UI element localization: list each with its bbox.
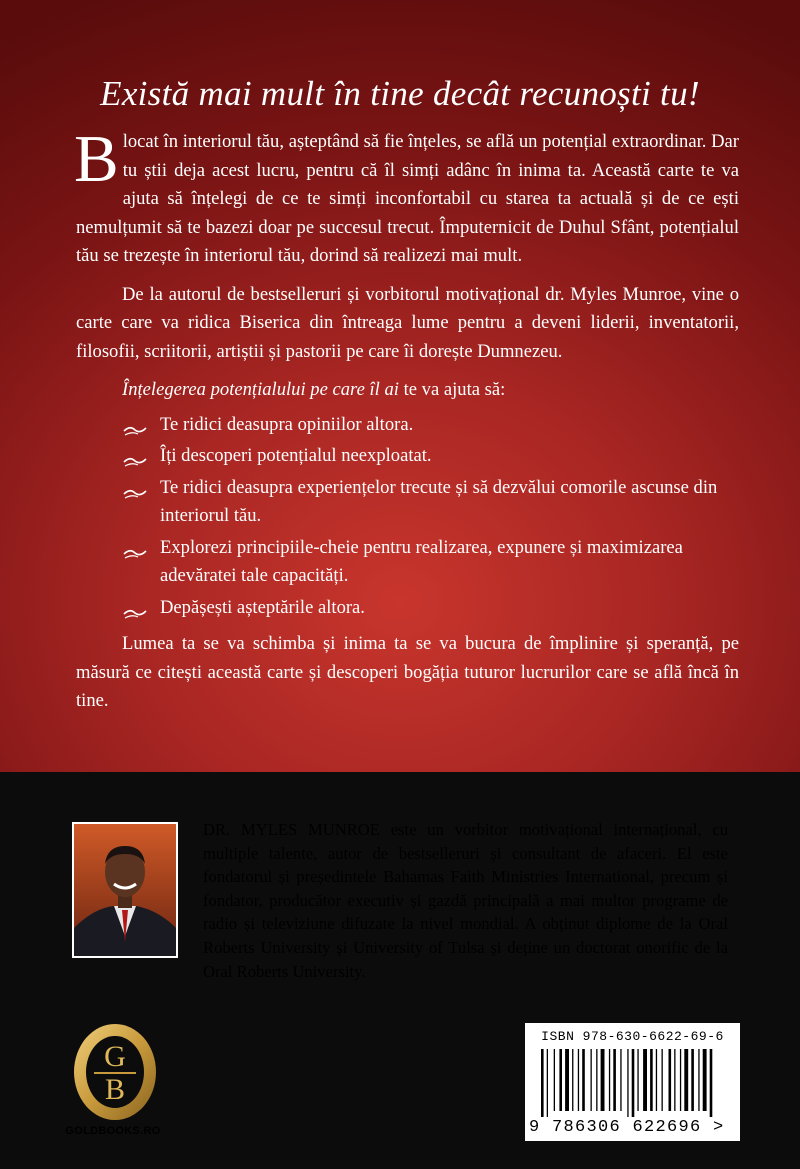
barcode-bars-icon: [541, 1049, 731, 1117]
paragraph-3-italic: Înțelegerea potențialului pe care îl ai: [122, 379, 399, 400]
paragraph-4: Lumea ta se va schimba și inima ta se va bucura de împlinire și speranță, pe măsură ce citești această carte și descoperi bogăția tuturor lucrurilor care se află încă în tine.: [76, 633, 739, 711]
author-bio: DR. MYLES MUNROE este un vorbitor motivațional internațional, cu multiple talente, autor de bestselleruri și consultant de afaceri. El este fondatorul și președintele Bahamas Faith Ministries International, precum și fondator, producător executiv și gazdă principală a mai multor programe de radio și televiziune difuzate la nivel mondial. A obținut diplome de la Oral Roberts University și University of Tulsa și deține un doctorat onorific de la Oral Roberts University.: [203, 820, 728, 981]
isbn-barcode: [525, 1023, 740, 1141]
list-item: Depășești așteptările altora.: [122, 594, 739, 623]
swirl-bullet-icon: [122, 540, 148, 560]
publisher-name: GOLDBOOKS.RO: [65, 1125, 161, 1137]
headline: Există mai mult în tine decât recunoști tu!: [100, 74, 700, 113]
swirl-bullet-icon: [122, 600, 148, 620]
drop-cap: B: [74, 122, 119, 196]
paragraph-3: [76, 376, 739, 405]
barcode-digits: 9 786306 622696 >: [529, 1118, 725, 1137]
paragraph-1-text: locat în interiorul tău, așteptând să fie înțeles, se află un potențial extraordinar. Dar tu știi deja acest lucru, pentru că îl simți adânc în inima ta. Această carte te va ajuta să înțelegi de ce te simți inconfortabil cu starea ta actuală și de ce ești nemulțumit să te bazezi doar pe succesul trecut. Împuternicit de Duhul Sfânt, potențialul tău se trezește în interiorul tău, dorind să realizezi mai mult.: [76, 131, 739, 266]
paragraph-2: De la autorul de bestselleruri și vorbitorul motivațional dr. Myles Munroe, vine o carte care va ridica Biserica din întreaga lume pentru a deveni liderii, inventatorii, filosofii, scriitorii, artiștii și pastorii pe care îi dorește Dumnezeu.: [76, 283, 739, 362]
logo-letter-g: G: [104, 1040, 126, 1073]
list-item: Îți descoperi potențialul neexploatat.: [122, 442, 739, 471]
author-photo: [72, 822, 178, 958]
swirl-bullet-icon: [122, 417, 148, 437]
bullet-list: [76, 411, 739, 623]
author-portrait-icon: [74, 824, 176, 956]
list-item: Explorezi principiile-cheie pentru realizarea, expunere și maximizarea adevăratei tale capacități.: [122, 534, 739, 591]
body-text: [74, 122, 739, 716]
swirl-bullet-icon: [122, 480, 148, 500]
list-item: Te ridici deasupra experiențelor trecute și să dezvălui comorile ascunse din interiorul tău.: [122, 474, 739, 531]
paragraph-1: [74, 122, 739, 271]
swirl-bullet-icon: [122, 448, 148, 468]
logo-letter-b: B: [104, 1073, 126, 1106]
paragraph-3-rest: te va ajuta să:: [398, 379, 506, 400]
list-item: Te ridici deasupra opiniilor altora.: [122, 411, 739, 440]
isbn-label: ISBN 978-630-6622-69-6: [541, 1029, 724, 1044]
